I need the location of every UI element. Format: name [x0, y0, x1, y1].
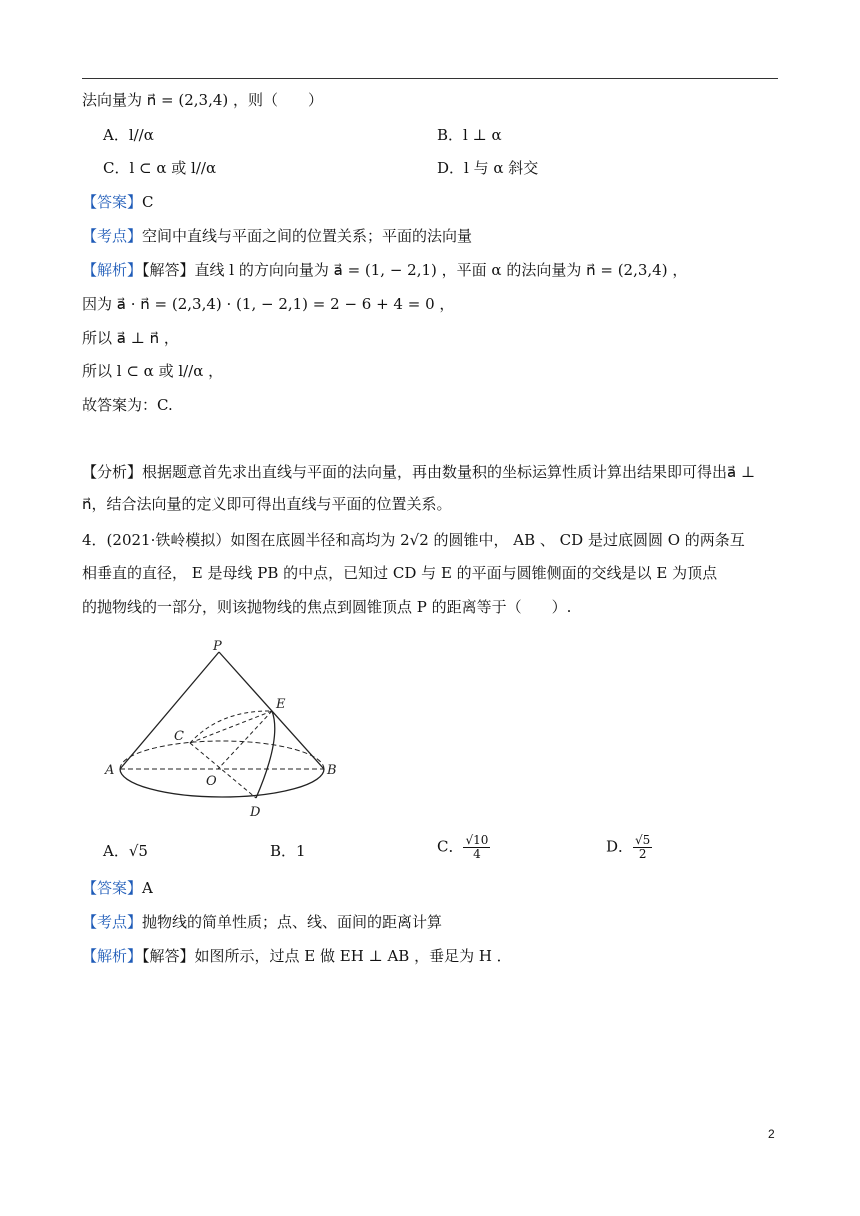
parabola-visible: [256, 711, 275, 798]
segment-eo: [218, 711, 272, 769]
label-b: B: [327, 763, 337, 778]
q3-jiexi-line-5: 故答案为：C.: [82, 396, 173, 414]
q3-answer-line: [82, 192, 154, 212]
cone-figure: [100, 638, 350, 823]
label-p: P: [213, 639, 222, 654]
q3-fenxi-line-1: 【分析】根据题意首先求出直线与平面的法向量，再由数量积的坐标运算性质计算出结果即可得出a⃗ ⊥: [82, 463, 756, 481]
q4-option-c-prefix: C．: [437, 837, 464, 856]
q4-option-b: B．1: [270, 842, 306, 860]
label-c: C: [174, 729, 184, 744]
header-rule: [82, 78, 778, 79]
label-o: O: [206, 774, 217, 789]
fraction-numerator: √10: [465, 833, 489, 847]
q3-option-c: C．l ⊂ α 或 l//α: [103, 159, 217, 177]
fraction-denominator: 4: [473, 847, 481, 861]
generator-pa: [120, 652, 219, 769]
base-ellipse-front: [120, 769, 324, 797]
answer-tag: 【答案】: [82, 879, 143, 897]
q3-jiexi-line-4: 所以 l ⊂ α 或 l//α ，: [82, 362, 224, 380]
fraction-denominator: 2: [638, 847, 647, 861]
segment-ec: [190, 711, 272, 743]
q4-option-c-fraction: [463, 834, 490, 861]
q4-stem-line-3: 的抛物线的一部分，则该抛物线的焦点到圆锥顶点 P 的距离等于（ ）.: [82, 598, 572, 616]
question-tail: 法向量为 n⃗ = (2,3,4) ，则（ ）: [82, 91, 324, 109]
q3-answer: C: [142, 193, 154, 211]
q4-stem-line-2: 相垂直的直径， E 是母线 PB 的中点，已知过 CD 与 E 的平面与圆锥侧面的交线是以 E 为顶点: [82, 564, 718, 582]
q4-option-d-prefix: D．: [606, 837, 634, 856]
q4-option-a: A．√5: [103, 842, 148, 860]
q4-kaodian-line: [82, 912, 442, 932]
diameter-cd: [190, 743, 256, 798]
q3-kaodian-line: [82, 226, 472, 246]
q3-jiexi-line-3: 所以 a⃗ ⊥ n⃗ ，: [82, 329, 179, 347]
fraction-numerator: √5: [635, 833, 651, 847]
q4-jiexi-line: [82, 946, 512, 966]
q3-jiexi-text-1: 【解答】直线 l 的方向向量为 a⃗ = (1, − 2,1) ，平面 α 的法向量为 n⃗ = (2,3,4) ，: [142, 261, 688, 279]
label-a: A: [105, 763, 115, 778]
q4-kaodian: 抛物线的简单性质；点、线、面间的距离计算: [142, 913, 443, 931]
q3-jiexi-line-2: 因为 a⃗ · n⃗ = (2,3,4) · (1, − 2,1) = 2 − 6 + 4 = 0 ，: [82, 295, 455, 313]
kaodian-tag: 【考点】: [82, 913, 143, 931]
page-number: 2: [768, 1127, 775, 1141]
q3-option-b: B．l ⊥ α: [437, 126, 502, 144]
q4-answer-line: [82, 878, 153, 898]
q3-option-d: D．l 与 α 斜交: [437, 159, 539, 177]
q3-fenxi-line-2: n⃗，结合法向量的定义即可得出直线与平面的位置关系。: [82, 495, 452, 513]
q3-kaodian: 空间中直线与平面之间的位置关系；平面的法向量: [142, 227, 473, 245]
q4-option-d: [606, 834, 652, 861]
answer-tag: 【答案】: [82, 193, 143, 211]
q4-jiexi: 【解答】如图所示，过点 E 做 EH ⊥ AB ，垂足为 H ．: [142, 947, 512, 965]
q4-option-d-fraction: [633, 834, 652, 861]
label-e: E: [276, 697, 286, 712]
q4-option-c: [437, 834, 490, 861]
q4-stem-line-1: 4．(2021·铁岭模拟）如图在底圆半径和高均为 2√2 的圆锥中， AB 、 CD 是过底圆圆 O 的两条互: [82, 531, 745, 549]
jiexi-tag: 【解析】: [82, 261, 143, 279]
q3-jiexi-line-1: [82, 260, 687, 280]
q3-option-a: A．l//α: [103, 126, 154, 144]
label-d: D: [250, 805, 261, 820]
q4-answer: A: [142, 879, 153, 897]
kaodian-tag: 【考点】: [82, 227, 143, 245]
jiexi-tag: 【解析】: [82, 947, 143, 965]
